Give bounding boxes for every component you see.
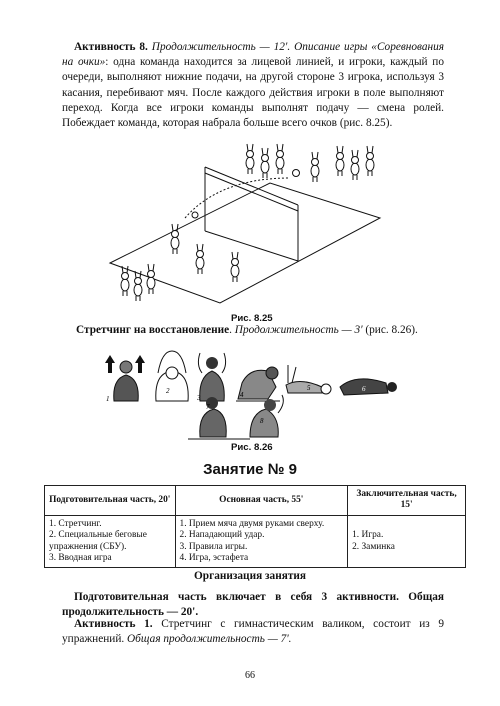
activity-8-paragraph xyxy=(62,40,444,131)
list-item: 4. Игра, эстафета xyxy=(179,553,249,564)
activity-8-desc-label: Описание игры «Соревнования на очки» xyxy=(62,41,444,69)
exercise-number-3: 3 xyxy=(197,394,201,402)
exercise-number-6: 6 xyxy=(362,385,366,393)
exercise-number-8: 8 xyxy=(260,417,264,425)
stretching-exercises-illustration xyxy=(100,343,400,441)
volleyball-court-illustration xyxy=(100,143,420,313)
activity-8-text: : одна команда находится за лицевой линией, и игроки, каждый по очереди, выполняют нижние подачи, на другой стороне 3 игрока, используя 3 касания, перебивают мяч. После каждого действия игроки в поле выполняют переход. Когда все игроки команды выполнят подачу — смена ролей. Побеждает команда, которая набрала больше всего очков (рис. 8.25). xyxy=(62,56,444,130)
preparatory-items xyxy=(45,515,176,568)
bunny-players-far xyxy=(246,144,374,182)
activity-1-label: Активность 1. xyxy=(74,618,153,630)
activity-8-duration: Продолжительность — 12'. xyxy=(151,41,291,53)
activity-1-text: Стретчинг с гимнастическим валиком, состоит из 9 упражнений. xyxy=(62,618,444,646)
main-items xyxy=(175,515,348,568)
stretching-ref: (рис. 8.26). xyxy=(362,324,418,336)
stretching-label: Стретчинг на восстановление xyxy=(76,324,230,336)
stretching-duration: Продолжительность — 3' xyxy=(234,324,363,336)
header-final: Заключительная часть, 15' xyxy=(348,486,466,516)
activity-8-label: Активность 8. xyxy=(74,41,148,53)
activity-1-paragraph xyxy=(62,617,444,647)
preparatory-part-text: Подготовительная часть включает в себя 3 активности. Общая продолжительность — 20'. xyxy=(62,591,444,619)
exercise-number-1: 1 xyxy=(106,395,110,403)
preparatory-part-paragraph xyxy=(62,590,444,620)
exercise-figure-3 xyxy=(196,353,226,402)
page-number: 66 xyxy=(245,670,255,681)
list-item: 1. Игра. xyxy=(352,530,384,541)
exercise-number-5: 5 xyxy=(307,384,311,392)
lesson-title: Занятие № 9 xyxy=(203,461,297,478)
list-item: 2. Заминка xyxy=(352,541,395,552)
table-row xyxy=(45,515,466,568)
exercise-number-7: 7 xyxy=(206,403,210,411)
table-header-row xyxy=(45,486,466,516)
figure-8-26-caption: Рис. 8.26 xyxy=(231,442,273,453)
list-item: 2. Нападающий удар. xyxy=(179,530,265,541)
bunny-players-near xyxy=(121,224,239,301)
exercise-figure-6 xyxy=(340,379,397,395)
list-item: 1. Стретчинг. xyxy=(49,518,102,529)
stretching-line: Стретчинг на восстановление. Продолжительность — 3' (рис. 8.26). xyxy=(76,324,418,336)
exercise-figure-2 xyxy=(156,351,188,401)
exercise-figure-4 xyxy=(236,367,280,401)
lesson-plan-table xyxy=(44,485,466,568)
organization-title: Организация занятия xyxy=(194,570,306,582)
list-item: 3. Вводная игра xyxy=(49,553,112,564)
final-items xyxy=(348,515,466,568)
exercise-figure-5 xyxy=(286,365,331,394)
list-item: 3. Правила игры. xyxy=(179,541,248,552)
figure-8-25-caption: Рис. 8.25 xyxy=(231,313,273,324)
exercise-number-2: 2 xyxy=(166,387,170,395)
exercise-number-4: 4 xyxy=(240,391,244,399)
activity-1-duration: Общая продолжительность — 7'. xyxy=(127,633,292,646)
list-item: 2. Специальные беговые упражнения (СБУ). xyxy=(49,530,147,552)
list-item: 1. Прием мяча двумя руками сверху. xyxy=(179,518,325,529)
header-preparatory: Подготовительная часть, 20' xyxy=(45,486,176,516)
header-main: Основная часть, 55' xyxy=(175,486,348,516)
exercise-figure-7 xyxy=(188,397,250,439)
exercise-figure-1 xyxy=(105,355,145,403)
